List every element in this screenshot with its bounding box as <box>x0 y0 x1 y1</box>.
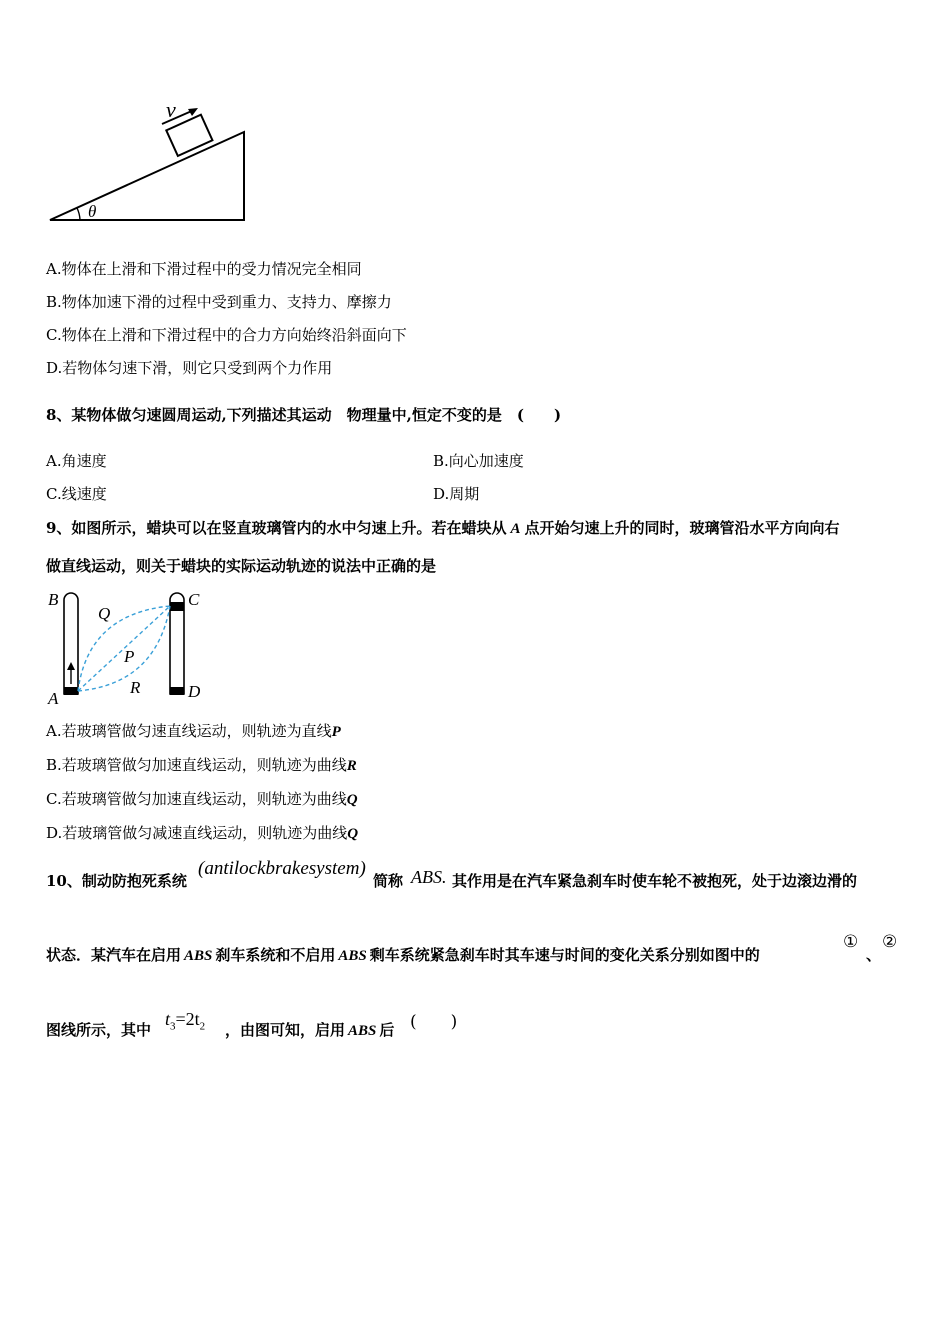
q10-line2-text3: 剩车系统紧急刹车时其车速与时间的变化关系分别如图中的 <box>369 946 760 964</box>
q7-option-d: D.若物体匀速下滑，则它只受到两个力作用 <box>46 359 333 377</box>
q9-option-c <box>46 789 358 810</box>
label-c: C <box>188 590 200 609</box>
angle-label: θ <box>88 202 97 221</box>
up-arrowhead <box>67 662 75 670</box>
q10-line3-after: 后 <box>379 1021 395 1039</box>
q8-option-a: A.角速度 <box>46 452 107 470</box>
q10-english-term: (antilockbrakesystem) <box>198 858 366 879</box>
label-q: Q <box>98 604 111 623</box>
q8-option-d: D.周期 <box>433 485 480 503</box>
incline-triangle <box>50 132 244 220</box>
q10-abs-3: ABS <box>348 1023 377 1039</box>
q9-option-a-var: P <box>331 724 341 740</box>
wax-block-d <box>170 687 184 695</box>
q9-stem-text2: 点开始匀速上升的同时，玻璃管沿水平方向向右 <box>524 519 840 537</box>
q9-option-d-var: Q <box>347 826 359 842</box>
eq-mid: =2t <box>175 1009 200 1029</box>
q9-option-b-var: R <box>346 758 357 774</box>
q9-option-c-var: Q <box>346 792 358 808</box>
velocity-label: v <box>166 97 176 122</box>
q8-option-b: B.向心加速度 <box>433 452 524 470</box>
q9-stem-line2: 做直线运动，则关于蜡块的实际运动轨迹的说法中正确的是 <box>46 557 437 575</box>
q10-line3-text: ，由图可知，启用 <box>225 1021 346 1039</box>
q7-option-c: C.物体在上滑和下滑过程中的合力方向始终沿斜面向下 <box>46 326 407 344</box>
q10-line1-abbr-label: 简称 <box>373 872 404 890</box>
q9-stem-text1: 9、如图所示，蜡块可以在竖直玻璃管内的水中匀速上升。若在蜡块从 <box>46 519 507 537</box>
q10-abs-1: ABS <box>184 948 213 964</box>
q9-option-c-text: C.若玻璃管做匀加速直线运动，则轨迹为曲线 <box>46 790 347 808</box>
curve-2-label: ② <box>882 932 898 952</box>
wax-block-c <box>170 602 184 611</box>
q8-stem: 8、某物体做匀速圆周运动,下列描述其运动 物理量中,恒定不变的是 ( ) <box>46 406 562 424</box>
eq-sub-3: 3 <box>170 1020 176 1033</box>
q10-equation <box>165 1008 205 1038</box>
q9-option-d-text: D.若玻璃管做匀减速直线运动，则轨迹为曲线 <box>46 824 348 842</box>
label-p: P <box>124 647 135 666</box>
q9-option-d <box>46 823 358 844</box>
q10-line2-text2: 刹车系统和不启用 <box>215 946 336 964</box>
q10-line3-mid <box>225 1019 394 1042</box>
curve-1-label: ① <box>843 932 859 952</box>
label-a: A <box>48 689 59 706</box>
wax-block-a <box>64 687 78 695</box>
q10-line3-lead: 图线所示，其中 <box>46 1021 152 1039</box>
tube-figure <box>44 588 214 706</box>
angle-arc <box>77 208 80 220</box>
q9-stem-line1 <box>46 517 839 540</box>
q10-line2-text1: 状态．某汽车在启用 <box>46 946 182 964</box>
q9-option-b-text: B.若玻璃管做匀加速直线运动，则轨迹为曲线 <box>46 756 347 774</box>
q10-abs-2: ABS <box>338 948 367 964</box>
q9-point-a: A <box>510 521 521 537</box>
q10-separator: 、 <box>866 946 882 964</box>
q7-option-b: B.物体加速下滑的过程中受到重力、支持力、摩擦力 <box>46 293 392 311</box>
q8-option-c: C.线速度 <box>46 485 107 503</box>
label-r: R <box>130 678 141 697</box>
eq-sub-2: 2 <box>199 1020 206 1033</box>
q10-abs-term: ABS. <box>411 867 447 887</box>
q10-answer-paren: ( ) <box>410 1012 458 1032</box>
q9-option-a <box>46 721 341 742</box>
q9-option-a-text: A.若玻璃管做匀速直线运动，则轨迹为直线 <box>46 722 332 740</box>
q10-line1-lead: 10、制动防抱死系统 <box>46 872 187 890</box>
q7-option-a: A.物体在上滑和下滑过程中的受力情况完全相同 <box>46 260 362 278</box>
q10-line1-rest: 其作用是在汽车紧急刹车时使车轮不被抱死，处于边滚边滑的 <box>452 872 858 890</box>
eq-t3: t <box>165 1009 171 1029</box>
label-b: B <box>48 590 59 609</box>
label-d: D <box>188 682 201 701</box>
incline-figure <box>40 96 255 226</box>
q10-line2 <box>46 944 760 967</box>
q9-option-b <box>46 755 357 776</box>
